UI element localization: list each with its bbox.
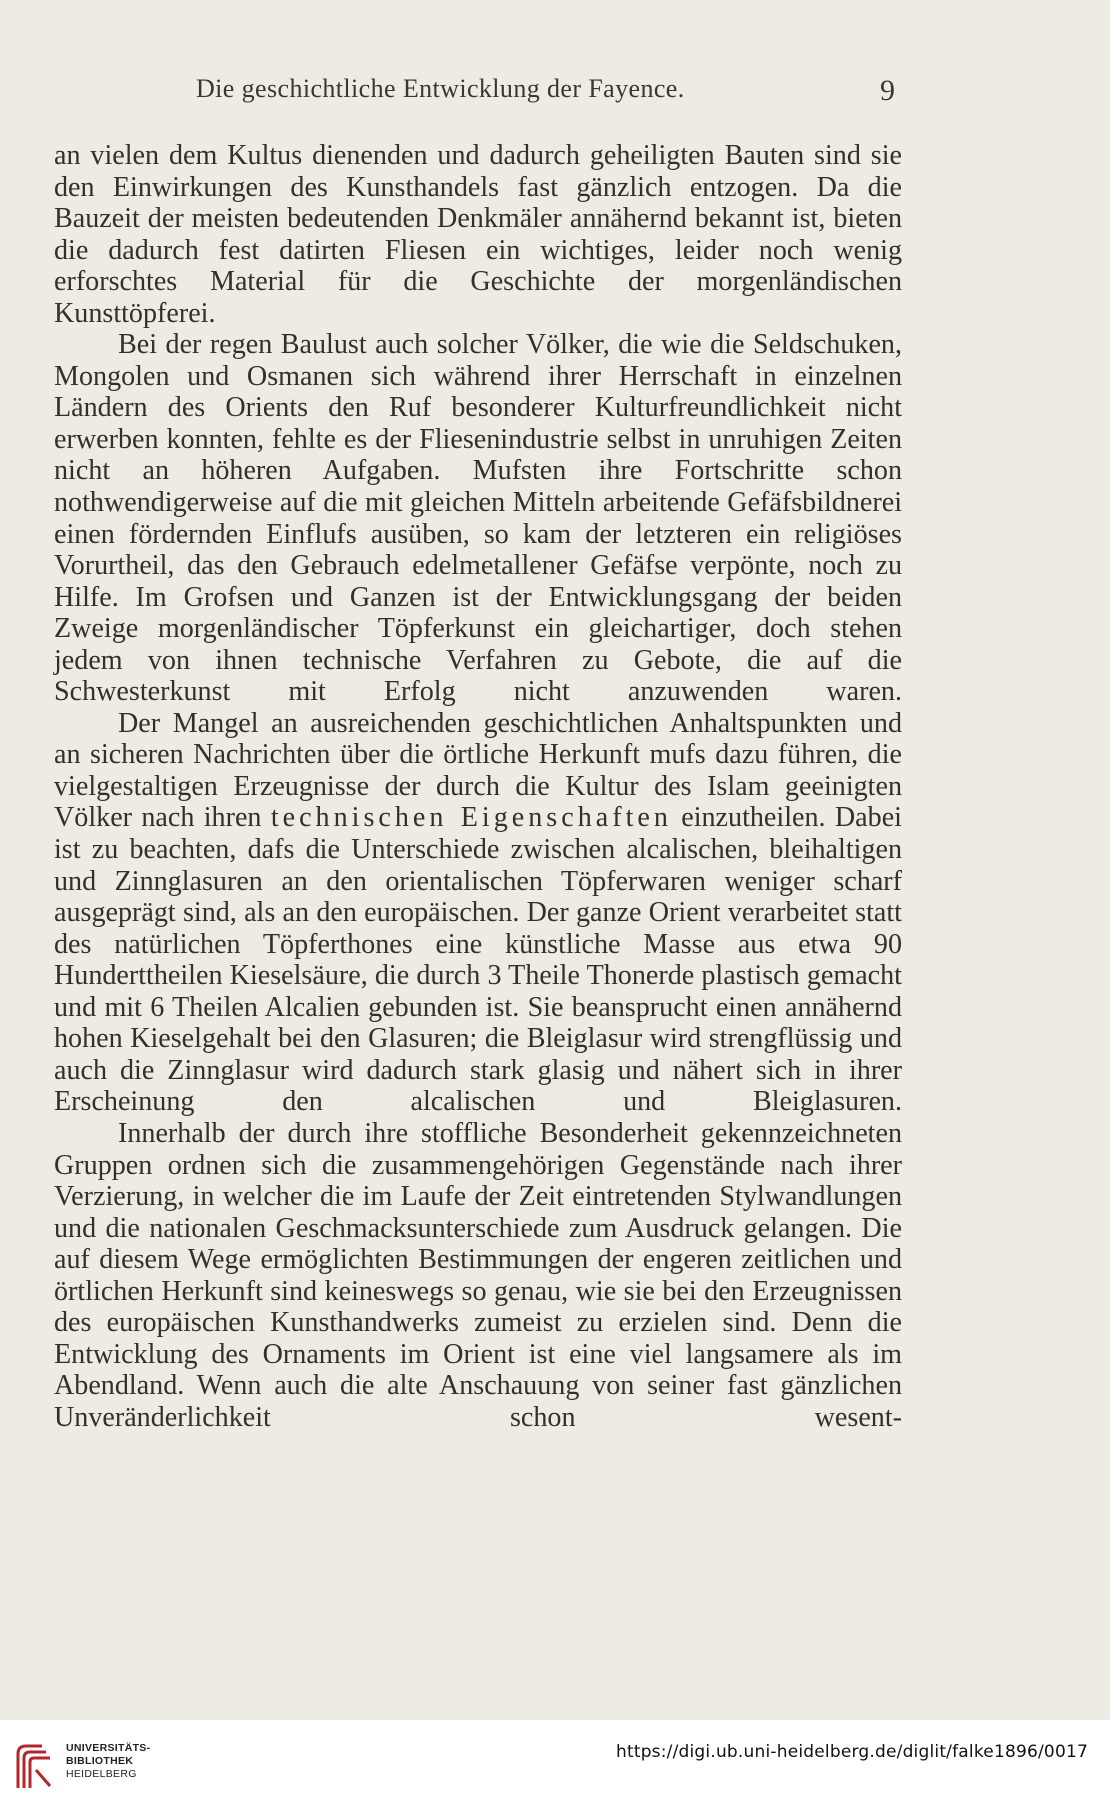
paragraph-1: an vielen dem Kultus dienenden und dadurch geheiligten Bauten sind sie den Einwirkungen des Kunsthandels fast gänzlich entzogen. Da die Bauzeit der meisten bedeutenden Denkmäler annähernd bekannt ist, bieten die dadurch fest datirten Fliesen ein wichtiges, leider noch wenig erforschtes Material für die Geschichte der morgenländischen Kunsttöpferei.	[54, 140, 902, 329]
emphasized-phrase: technischen Eigenschaften	[270, 802, 672, 834]
paragraph-4: Innerhalb der durch ihre stoffliche Besonderheit gekennzeichneten Gruppen ordnen sich die zusammengehörigen Gegenstände nach ihrer Verzierung, in welcher die im Laufe der Zeit eintretenden Stylwandlungen und die nationalen Geschmacksunterschiede zum Ausdruck gelangen. Die auf diesem Wege ermöglichten Bestimmungen der engeren zeitlichen und örtlichen Herkunft sind keineswegs so genau, wie sie bei den Erzeugnissen des europäischen Kunsthandwerks zumeist zu erzielen sind. Denn die Entwicklung des Ornaments im Orient ist eine viel langsamere als im Abendland. Wenn auch die alte Anschauung von seiner fast gänzlichen Unveränderlichkeit schon wesent-	[54, 1117, 902, 1433]
body-text	[54, 140, 902, 1433]
library-name-line-2: BIBLIOTHEK	[66, 1755, 134, 1767]
library-name-line-3: HEIDELBERG	[66, 1768, 137, 1780]
footer-bar	[0, 1720, 1110, 1800]
paragraph-2: Bei der regen Baulust auch solcher Völker, die wie die Seldschuken, Mongolen und Osmanen sich während ihrer Herrschaft in einzelnen Ländern des Orients den Ruf besonderer Kulturfreundlichkeit nicht erwerben konnten, fehlte es der Fliesenindustrie selbst in unruhigen Zeiten nicht an höheren Aufgaben. Mufsten ihre Fortschritte schon nothwendigerweise auf die mit gleichen Mitteln arbeitende Gefäfsbildnerei einen fördernden Einflufs ausüben, so kam der letzteren ein religiöses Vorurtheil, das den Gebrauch edelmetallener Gefäfse verpönte, noch zu Hilfe. Im Grofsen und Ganzen ist der Entwicklungsgang der beiden Zweige morgenländischer Töpferkunst ein gleichartiger, doch stehen jedem von ihnen technische Verfahren zu Gebote, die auf die Schwesterkunst mit Erfolg nicht anzuwenden waren.	[54, 329, 902, 708]
permalink-url[interactable]: https://digi.ub.uni-heidelberg.de/diglit/falke1896/0017	[615, 1742, 1088, 1762]
library-name-line-1: UNIVERSITÄTS-	[66, 1742, 151, 1754]
library-logo-icon	[12, 1740, 56, 1792]
paragraph-3-text: Der Mangel an ausreichenden geschichtlichen Anhaltspunkten und an sicheren Nachrichten über die örtliche Herkunft mufs dazu führen, die vielgestaltigen Erzeugnisse der durch die Kultur des Islam geeinigten Völker nach ihren	[54, 707, 902, 834]
paragraph-3	[54, 708, 902, 1118]
library-name	[66, 1742, 150, 1781]
running-title: Die geschichtliche Entwicklung der Fayence.	[196, 74, 685, 103]
paragraph-3-continued: einzutheilen. Dabei ist zu beachten, dafs die Unterschiede zwischen alcalischen, bleihaltigen und Zinnglasuren an den orientalischen Töpferwaren weniger scharf ausgeprägt sind, als an den europäischen. Der ganze Orient verarbeitet statt des natürlichen Töpferthones eine künstliche Masse aus etwa 90 Hunderttheilen Kieselsäure, die durch 3 Theile Thonerde plastisch gemacht und mit 6 Theilen Alcalien gebunden ist. Sie beansprucht einen annähernd hohen Kieselgehalt bei den Glasuren; die Bleiglasur wird strengflüssig und auch die Zinnglasur wird dadurch stark glasig und nähert sich in ihrer Erscheinung den alcalischen und Bleiglasuren.	[54, 802, 902, 1118]
page-number: 9	[880, 74, 895, 107]
